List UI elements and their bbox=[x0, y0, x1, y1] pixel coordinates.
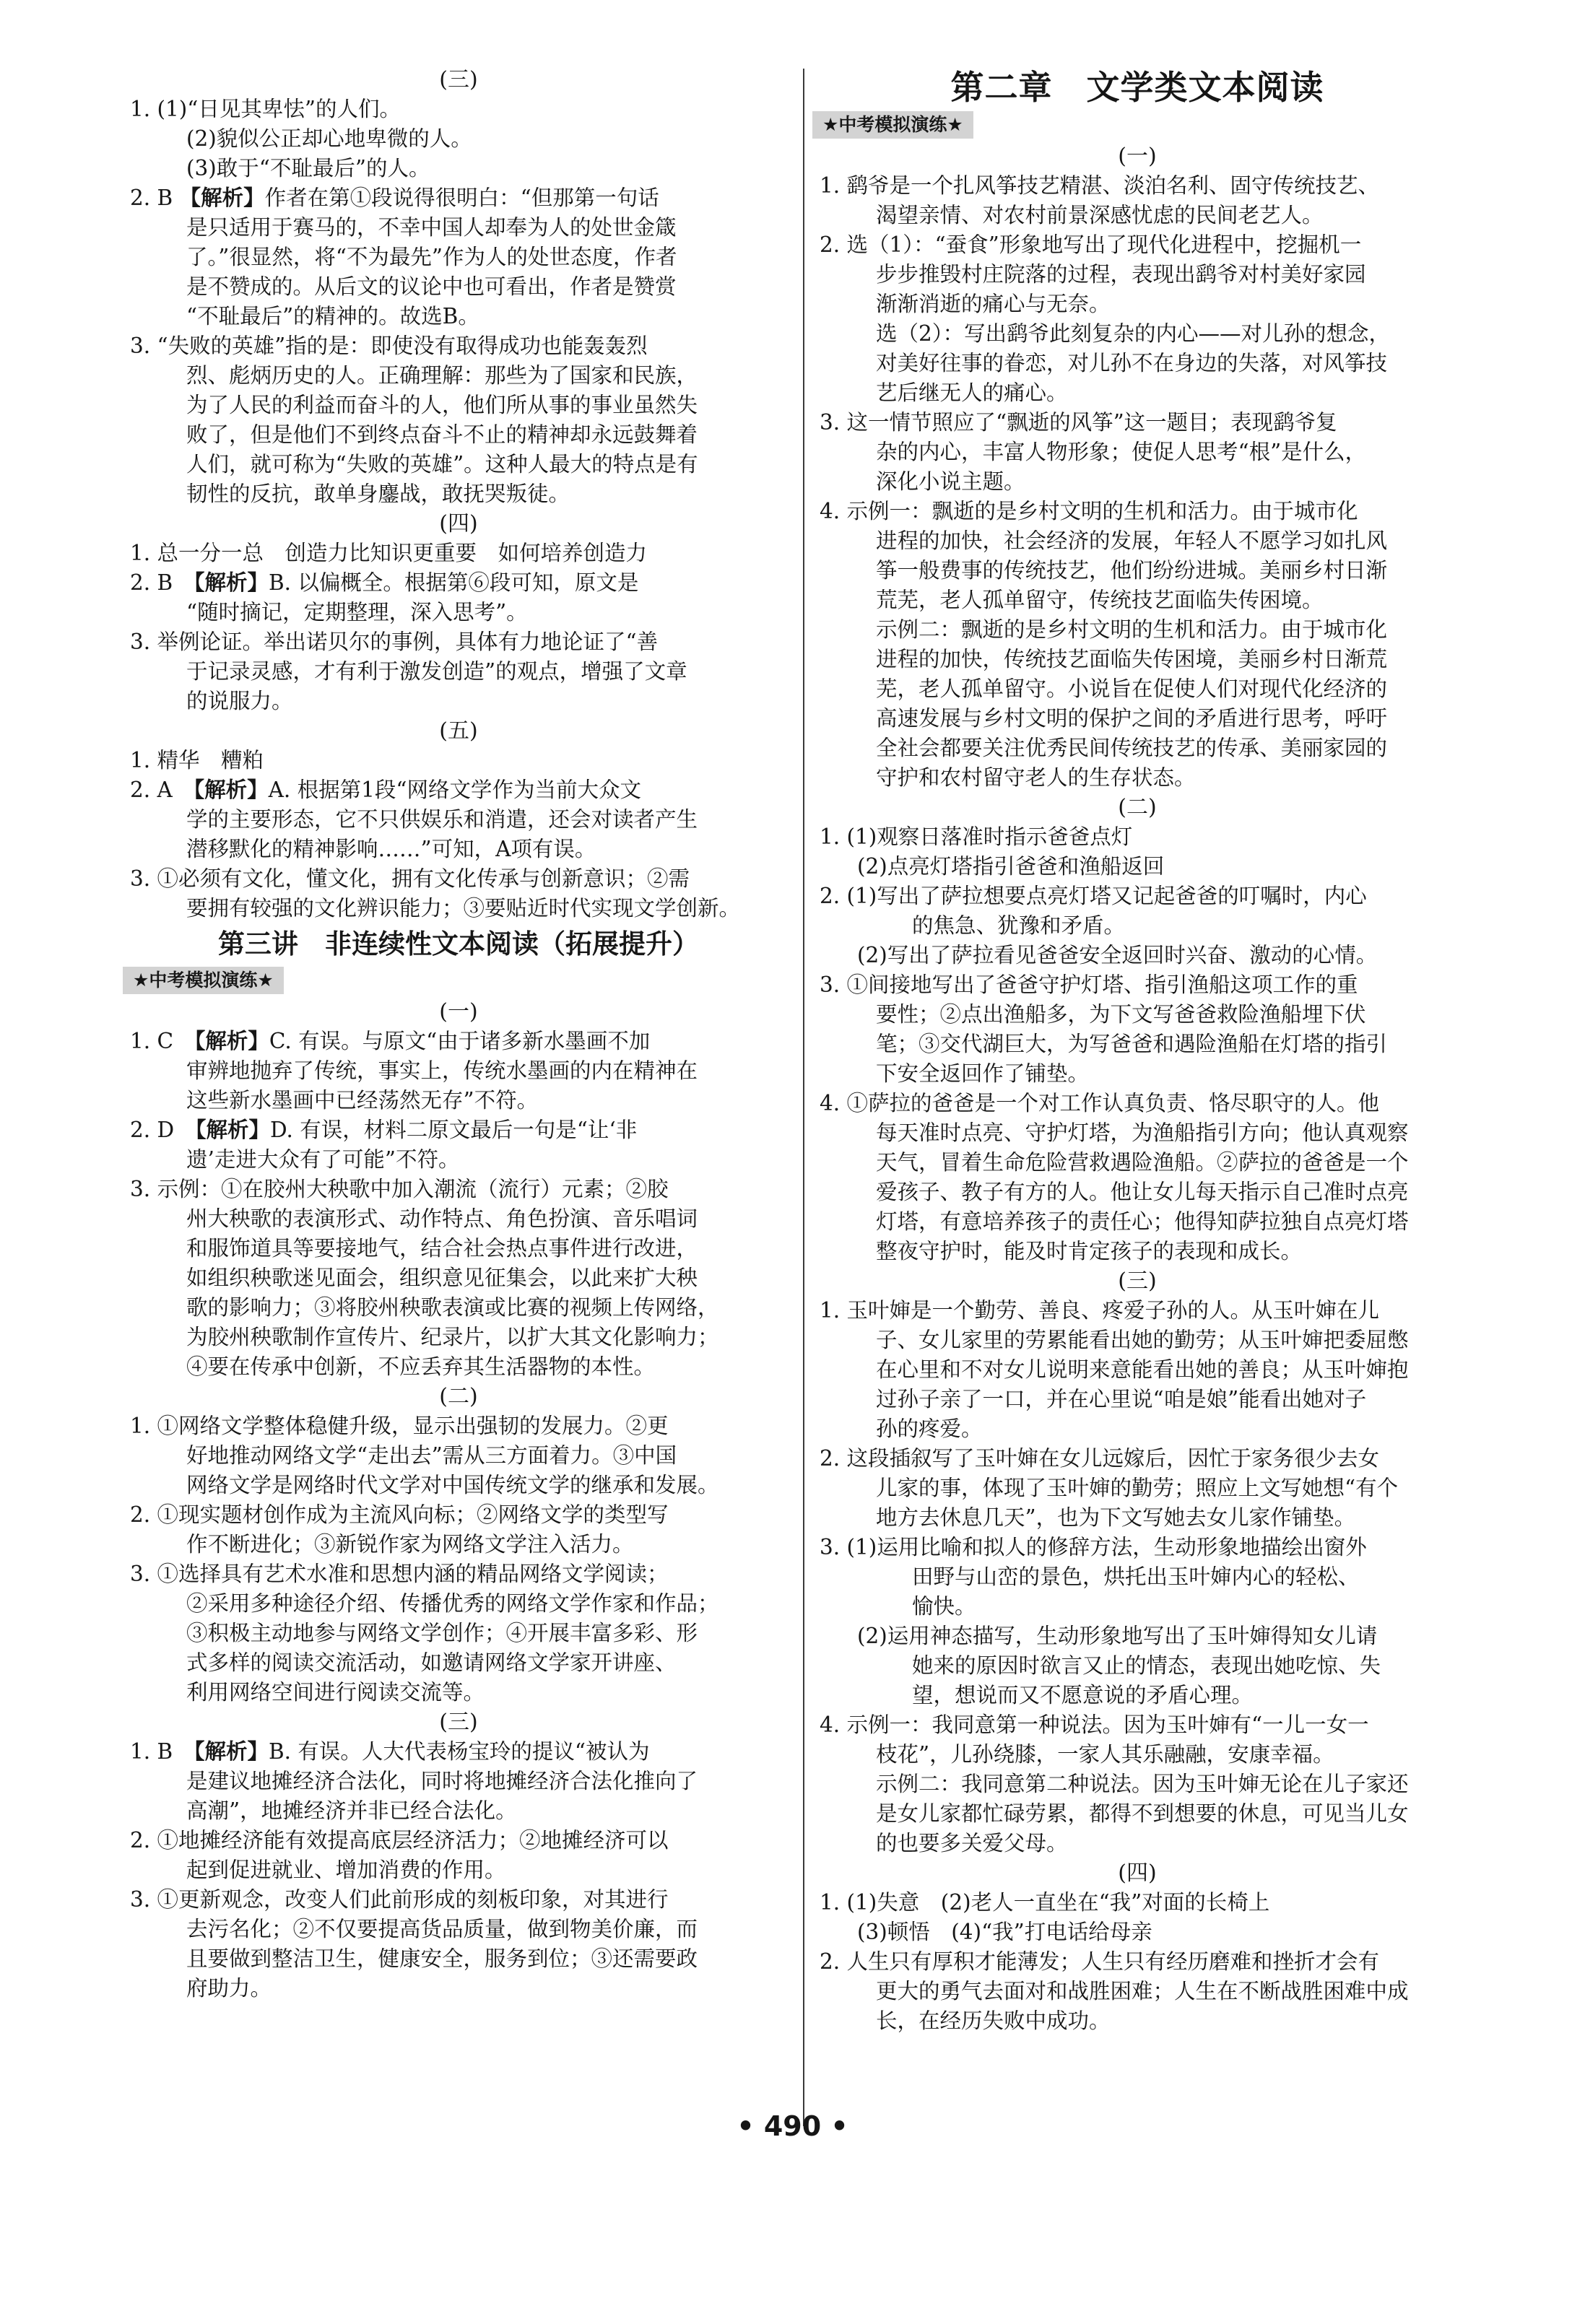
answer-continuation-line: 守护和农村留守老人的生存状态。 bbox=[876, 765, 1196, 790]
answer-line: 3. ①必须有文化，懂文化，拥有文化传承与创新意识；②需 bbox=[130, 866, 690, 891]
answer-continuation-line: 孙的疼爱。 bbox=[876, 1416, 983, 1441]
answer-continuation-line: 歌的影响力；③将胶州秧歌表演或比赛的视频上传网络， bbox=[186, 1295, 719, 1320]
answer-continuation-line: 她来的原因时欲言又止的情态，表现出她吃惊、失 bbox=[912, 1653, 1381, 1678]
answer-continuation-line: 人们，就可称为“失败的英雄”。这种人最大的特点是有 bbox=[186, 452, 698, 476]
answer-line: 3. (1)运用比喻和拟人的修辞方法，生动形象地描绘出窗外 bbox=[820, 1535, 1367, 1559]
answer-continuation-line: 进程的加快，社会经济的发展，年轻人不愿学习如扎风 bbox=[876, 528, 1388, 553]
answer-continuation-line: 艺后继无人的痛心。 bbox=[876, 380, 1068, 405]
answer-continuation-line: 的也要多关爱父母。 bbox=[876, 1831, 1068, 1855]
answer-continuation-line: 审辨地抛弃了传统，事实上，传统水墨画的内在精神在 bbox=[186, 1058, 698, 1083]
answer-continuation-line: 愉快。 bbox=[912, 1594, 976, 1619]
right-column bbox=[820, 65, 1455, 2036]
answer-line: 2. 选（1）：“蚕食”形象地写出了现代化进程中，挖掘机一 bbox=[820, 232, 1362, 257]
analysis-marker: 【解析】 bbox=[194, 1739, 269, 1764]
answer-continuation-line: 韧性的反抗，敢单身鏖战，敢抚哭叛徒。 bbox=[186, 482, 570, 506]
answer-continuation-line: 示例二：飘逝的是乡村文明的生机和活力。由于城市化 bbox=[876, 617, 1388, 642]
answer-continuation-line: 了。”很显然，将“不为最先”作为人的处世态度，作者 bbox=[186, 245, 677, 269]
answer-continuation-line: 作不断进化；③新锐作家为网络文学注入活力。 bbox=[186, 1532, 634, 1557]
answer-line: 3. ①更新观念，改变人们此前形成的刻板印象，对其进行 bbox=[130, 1887, 669, 1912]
answer-continuation-line: (3)敢于“不耻最后”的人。 bbox=[186, 156, 430, 180]
answer-line: 1. 精华 糟粕 bbox=[130, 748, 264, 773]
subsection-heading: (三) bbox=[439, 1710, 478, 1735]
answer-continuation-line: 望，想说而又不愿意说的矛盾心理。 bbox=[912, 1683, 1254, 1707]
answer-continuation-line: 起到促进就业、增加消费的作用。 bbox=[186, 1858, 506, 1882]
practice-banner: ★中考模拟演练★ bbox=[123, 967, 284, 994]
subsection-heading: (三) bbox=[1118, 1268, 1157, 1294]
answer-continuation-line: 筝一般费事的传统技艺，他们纷纷进城。美丽乡村日渐 bbox=[876, 558, 1388, 583]
answer-continuation-line: 且要做到整洁卫生，健康安全，服务到位；③还需要政 bbox=[186, 1946, 698, 1971]
answer-continuation-line: 式多样的阅读交流活动，如邀请网络文学家开讲座、 bbox=[186, 1650, 677, 1675]
answer-continuation-line: 好地推动网络文学“走出去”需从三方面着力。③中国 bbox=[186, 1443, 677, 1468]
answer-continuation-line: 示例二：我同意第二种说法。因为玉叶婶无论在儿子家还 bbox=[876, 1772, 1409, 1796]
answer-line: 3. “失败的英雄”指的是：即使没有取得成功也能轰轰烈 bbox=[130, 334, 648, 358]
answer-continuation-line: 潜移默化的精神影响……”可知，A项有误。 bbox=[186, 837, 596, 861]
analysis-marker: 【解析】 bbox=[194, 778, 269, 802]
answer-continuation-line: 对美好往事的眷恋，对儿孙不在身边的失落，对风筝技 bbox=[876, 351, 1388, 375]
answer-continuation-line: 在心里和不对女儿说明来意能看出她的善良；从玉叶婶抱 bbox=[876, 1357, 1409, 1382]
answer-continuation-line: 进程的加快，传统技艺面临失传困境，美丽乡村日渐荒 bbox=[876, 647, 1388, 671]
practice-banner: ★中考模拟演练★ bbox=[812, 111, 973, 139]
answer-continuation-line: 渴望亲情、对农村前景深感忧虑的民间老艺人。 bbox=[876, 203, 1324, 227]
answer-continuation-line: 败了，但是他们不到终点奋斗不止的精神却永远鼓舞着 bbox=[186, 422, 698, 447]
answer-line: 2. 这段插叙写了玉叶婶在女儿远嫁后，因忙于家务很少去女 bbox=[820, 1446, 1380, 1471]
answer-line: 2. B 【解析】B. 以偏概全。根据第⑥段可知，原文是 bbox=[130, 570, 639, 595]
answer-continuation-line: 渐渐消逝的痛心与无奈。 bbox=[876, 292, 1111, 316]
answer-continuation-line: 高潮”，地摊经济并非已经合法化。 bbox=[186, 1798, 517, 1823]
answer-continuation-line: 选（2）：写出鹞爷此刻复杂的内心——对儿孙的想念， bbox=[876, 321, 1391, 346]
answer-line: 1. B 【解析】B. 有误。人大代表杨宝玲的提议“被认为 bbox=[130, 1739, 650, 1764]
answer-continuation-line: 灯塔，有意培养孩子的责任心；他得知萨拉独自点亮灯塔 bbox=[876, 1209, 1409, 1234]
answer-continuation-line: 长，在经历失败中成功。 bbox=[876, 2009, 1111, 2033]
subsection-heading: (二) bbox=[1118, 795, 1157, 820]
answer-continuation-line: 如组织秧歌迷见面会，组织意见征集会，以此来扩大秧 bbox=[186, 1266, 698, 1290]
answer-continuation-line: 州大秧歌的表演形式、动作特点、角色扮演、音乐唱词 bbox=[186, 1206, 698, 1231]
analysis-marker: 【解析】 bbox=[195, 1118, 270, 1142]
answer-continuation-line: 于记录灵感，才有利于激发创造”的观点，增强了文章 bbox=[186, 659, 687, 684]
answer-continuation-line: (2)写出了萨拉看见爸爸安全返回时兴奋、激动的心情。 bbox=[857, 943, 1378, 967]
answer-continuation-line: 深化小说主题。 bbox=[876, 469, 1025, 494]
answer-continuation-line: 利用网络空间进行阅读交流等。 bbox=[186, 1680, 485, 1705]
answer-continuation-line: 每天准时点亮、守护灯塔，为渔船指引方向；他认真观察 bbox=[876, 1120, 1409, 1145]
analysis-marker: 【解析】 bbox=[194, 1029, 269, 1053]
answer-continuation-line: 荒芜，老人孤单留守，传统技艺面临失传困境。 bbox=[876, 588, 1324, 612]
answer-continuation-line: 学的主要形态，它不只供娱乐和消遣，还会对读者产生 bbox=[186, 807, 698, 832]
answer-continuation-line: 为胶州秧歌制作宣传片、纪录片，以扩大其文化影响力； bbox=[186, 1325, 719, 1349]
answer-continuation-line: 过孙子亲了一口，并在心里说“咱是娘”能看出她对子 bbox=[876, 1387, 1367, 1411]
answer-continuation-line: ④要在传承中创新，不应丢弃其生活器物的本性。 bbox=[186, 1354, 656, 1379]
answer-line: 1. 鹞爷是一个扎风筝技艺精湛、淡泊名利、固守传统技艺、 bbox=[820, 173, 1380, 198]
answer-continuation-line: “随时摘记，定期整理，深入思考”。 bbox=[186, 600, 528, 624]
section-banner-row bbox=[820, 110, 1455, 142]
answer-continuation-line: 这些新水墨画中已经荡然无存”不符。 bbox=[186, 1088, 539, 1113]
answer-continuation-line: 爱孩子、教子有方的人。他让女儿每天指示自己准时点亮 bbox=[876, 1180, 1409, 1204]
answer-line: 4. ①萨拉的爸爸是一个对工作认真负责、恪尽职守的人。他 bbox=[820, 1091, 1380, 1115]
answer-continuation-line: 高速发展与乡村文明的保护之间的矛盾进行思考，呼吁 bbox=[876, 706, 1388, 731]
answer-continuation-line: 天气，冒着生命危险营救遇险渔船。②萨拉的爸爸是一个 bbox=[876, 1150, 1409, 1175]
answer-continuation-line: 是只适用于赛马的，不幸中国人却奉为人的处世金箴 bbox=[186, 215, 677, 240]
section-banner-row bbox=[130, 965, 787, 997]
answer-continuation-line: 烈、彪炳历史的人。正确理解：那些为了国家和民族， bbox=[186, 363, 698, 388]
answer-continuation-line: ②采用多种途径介绍、传播优秀的网络文学作家和作品； bbox=[186, 1591, 719, 1616]
answer-continuation-line: 网络文学是网络时代文学对中国传统文学的继承和发展。 bbox=[186, 1473, 719, 1497]
lecture-title: 第三讲 非连续性文本阅读（拓展提升） bbox=[218, 928, 699, 959]
answer-continuation-line: 儿家的事，体现了玉叶婶的勤劳；照应上文写她想“有个 bbox=[876, 1476, 1399, 1500]
answer-line: 2. A 【解析】A. 根据第1段“网络文学作为当前大众文 bbox=[130, 778, 642, 802]
answer-continuation-line: 枝花”，儿孙绕膝，一家人其乐融融，安康幸福。 bbox=[876, 1742, 1334, 1767]
subsection-heading: (二) bbox=[439, 1384, 478, 1409]
chapter-title: 第二章 文学类文本阅读 bbox=[950, 68, 1324, 107]
answer-line: 2. ①现实题材创作成为主流风向标；②网络文学的类型写 bbox=[130, 1502, 669, 1527]
answer-continuation-line: 的说服力。 bbox=[186, 689, 293, 713]
subsection-heading: (五) bbox=[439, 718, 478, 744]
answer-line: 4. 示例一：飘逝的是乡村文明的生机和活力。由于城市化 bbox=[820, 499, 1358, 523]
answer-continuation-line: ③积极主动地参与网络文学创作；④开展丰富多彩、形 bbox=[186, 1621, 698, 1645]
subsection-heading: (四) bbox=[1118, 1860, 1157, 1886]
answer-line: 2. (1)写出了萨拉想要点亮灯塔又记起爸爸的叮嘱时，内心 bbox=[820, 884, 1367, 908]
answer-continuation-line: 下安全返回作了铺垫。 bbox=[876, 1061, 1090, 1086]
answer-continuation-line: 为了人民的利益而奋斗的人，他们所从事的事业虽然失 bbox=[186, 393, 698, 417]
answer-continuation-line: 的焦急、犹豫和矛盾。 bbox=[912, 913, 1126, 938]
answer-line: 1. (1)失意 (2)老人一直坐在“我”对面的长椅上 bbox=[820, 1890, 1270, 1915]
answer-line: 3. 示例：①在胶州大秧歌中加入潮流（流行）元素；②胶 bbox=[130, 1177, 669, 1201]
answer-continuation-line: 田野与山峦的景色，烘托出玉叶婶内心的轻松、 bbox=[912, 1564, 1360, 1589]
answer-line: 3. 这一情节照应了“飘逝的风筝”这一题目；表现鹞爷复 bbox=[820, 410, 1337, 435]
answer-continuation-line: 步步推毁村庄院落的过程，表现出鹞爷对村美好家园 bbox=[876, 262, 1366, 287]
answer-continuation-line: 要性；②点出渔船多，为下文写爸爸救险渔船埋下伏 bbox=[876, 1002, 1366, 1027]
left-column bbox=[130, 65, 787, 2003]
answer-continuation-line: 要拥有较强的文化辨识能力；③要贴近时代实现文学创新。 bbox=[186, 896, 741, 921]
analysis-marker: 【解析】 bbox=[194, 570, 269, 595]
answer-continuation-line: (2)点亮灯塔指引爸爸和渔船返回 bbox=[857, 854, 1165, 879]
answer-continuation-line: 和服饰道具等要接地气，结合社会热点事件进行改进， bbox=[186, 1236, 698, 1261]
answer-line: 1. 玉叶婶是一个勤劳、善良、疼爱子孙的人。从玉叶婶在儿 bbox=[820, 1298, 1380, 1323]
answer-continuation-line: “不耻最后”的精神的。故选B。 bbox=[186, 304, 479, 328]
answer-line: 4. 示例一：我同意第一种说法。因为玉叶婶有“一儿一女一 bbox=[820, 1712, 1369, 1737]
subsection-heading: (三) bbox=[439, 67, 478, 92]
answer-continuation-line: 芜，老人孤单留守。小说旨在促使人们对现代化经济的 bbox=[876, 676, 1388, 701]
answer-continuation-line: 是建议地摊经济合法化，同时将地摊经济合法化推向了 bbox=[186, 1769, 698, 1793]
answer-line: 1. ①网络文学整体稳健升级，显示出强韧的发展力。②更 bbox=[130, 1414, 669, 1438]
answer-line: 1. 总一分一总 创造力比知识更重要 如何培养创造力 bbox=[130, 541, 648, 565]
subsection-heading: (一) bbox=[439, 999, 478, 1024]
answer-line: 2. B 【解析】作者在第①段说得很明白：“但那第一句话 bbox=[130, 186, 659, 210]
answer-line: 2. ①地摊经济能有效提高底层经济活力；②地摊经济可以 bbox=[130, 1828, 669, 1853]
answer-continuation-line: 是不赞成的。从后文的议论中也可看出，作者是赞赏 bbox=[186, 274, 677, 299]
answer-continuation-line: 整夜守护时，能及时肯定孩子的表现和成长。 bbox=[876, 1239, 1303, 1263]
answer-line: 3. ①间接地写出了爸爸守护灯塔、指引渔船这项工作的重 bbox=[820, 972, 1358, 997]
analysis-marker: 【解析】 bbox=[179, 186, 265, 210]
answer-line: 1. C 【解析】C. 有误。与原文“由于诸多新水墨画不加 bbox=[130, 1029, 651, 1053]
answer-continuation-line: 更大的勇气去面对和战胜困难；人生在不断战胜困难中成 bbox=[876, 1979, 1409, 2003]
answer-continuation-line: (2)运用神态描写，生动形象地写出了玉叶婶得知女儿请 bbox=[857, 1624, 1378, 1648]
answer-line: 3. ①选择具有艺术水准和思想内涵的精品网络文学阅读； bbox=[130, 1562, 669, 1586]
answer-continuation-line: 是女儿家都忙碌劳累，都得不到想要的休息，可见当儿女 bbox=[876, 1801, 1409, 1826]
answer-continuation-line: 全社会都要关注优秀民间传统技艺的传承、美丽家园的 bbox=[876, 736, 1388, 760]
subsection-heading: (一) bbox=[1118, 144, 1157, 169]
answer-continuation-line: 笔；③交代湖巨大，为写爸爸和遇险渔船在灯塔的指引 bbox=[876, 1032, 1388, 1056]
subsection-heading: (四) bbox=[439, 511, 478, 536]
answer-continuation-line: 子、女儿家里的劳累能看出她的勤劳；从玉叶婶把委屈憋 bbox=[876, 1328, 1409, 1352]
answer-continuation-line: (2)貌似公正却心地卑微的人。 bbox=[186, 126, 472, 151]
answer-line: 2. D 【解析】D. 有误，材料二原文最后一句是“让‘非 bbox=[130, 1118, 638, 1142]
answer-continuation-line: 地方去休息几天”，也为下文写她去女儿家作铺垫。 bbox=[876, 1505, 1356, 1530]
page-number: • 490 • bbox=[737, 2110, 848, 2142]
answer-line: 3. 举例论证。举出诺贝尔的事例，具体有力地论证了“善 bbox=[130, 630, 659, 654]
answer-line: 1. (1)观察日落准时指示爸爸点灯 bbox=[820, 824, 1133, 849]
answer-continuation-line: (3)顿悟 (4)“我”打电话给母亲 bbox=[857, 1920, 1152, 1944]
column-divider bbox=[803, 69, 804, 2126]
answer-continuation-line: 杂的内心，丰富人物形象；使促人思考“根”是什么， bbox=[876, 440, 1367, 464]
answer-continuation-line: 去污名化；②不仅要提高货品质量，做到物美价廉，而 bbox=[186, 1917, 698, 1941]
answer-continuation-line: 府助力。 bbox=[186, 1976, 272, 2001]
answer-line: 1. (1)“日见其卑怯”的人们。 bbox=[130, 97, 401, 121]
answer-line: 2. 人生只有厚积才能薄发；人生只有经历磨难和挫折才会有 bbox=[820, 1949, 1380, 1974]
answer-continuation-line: 遗’走进大众有了可能”不符。 bbox=[186, 1147, 460, 1172]
